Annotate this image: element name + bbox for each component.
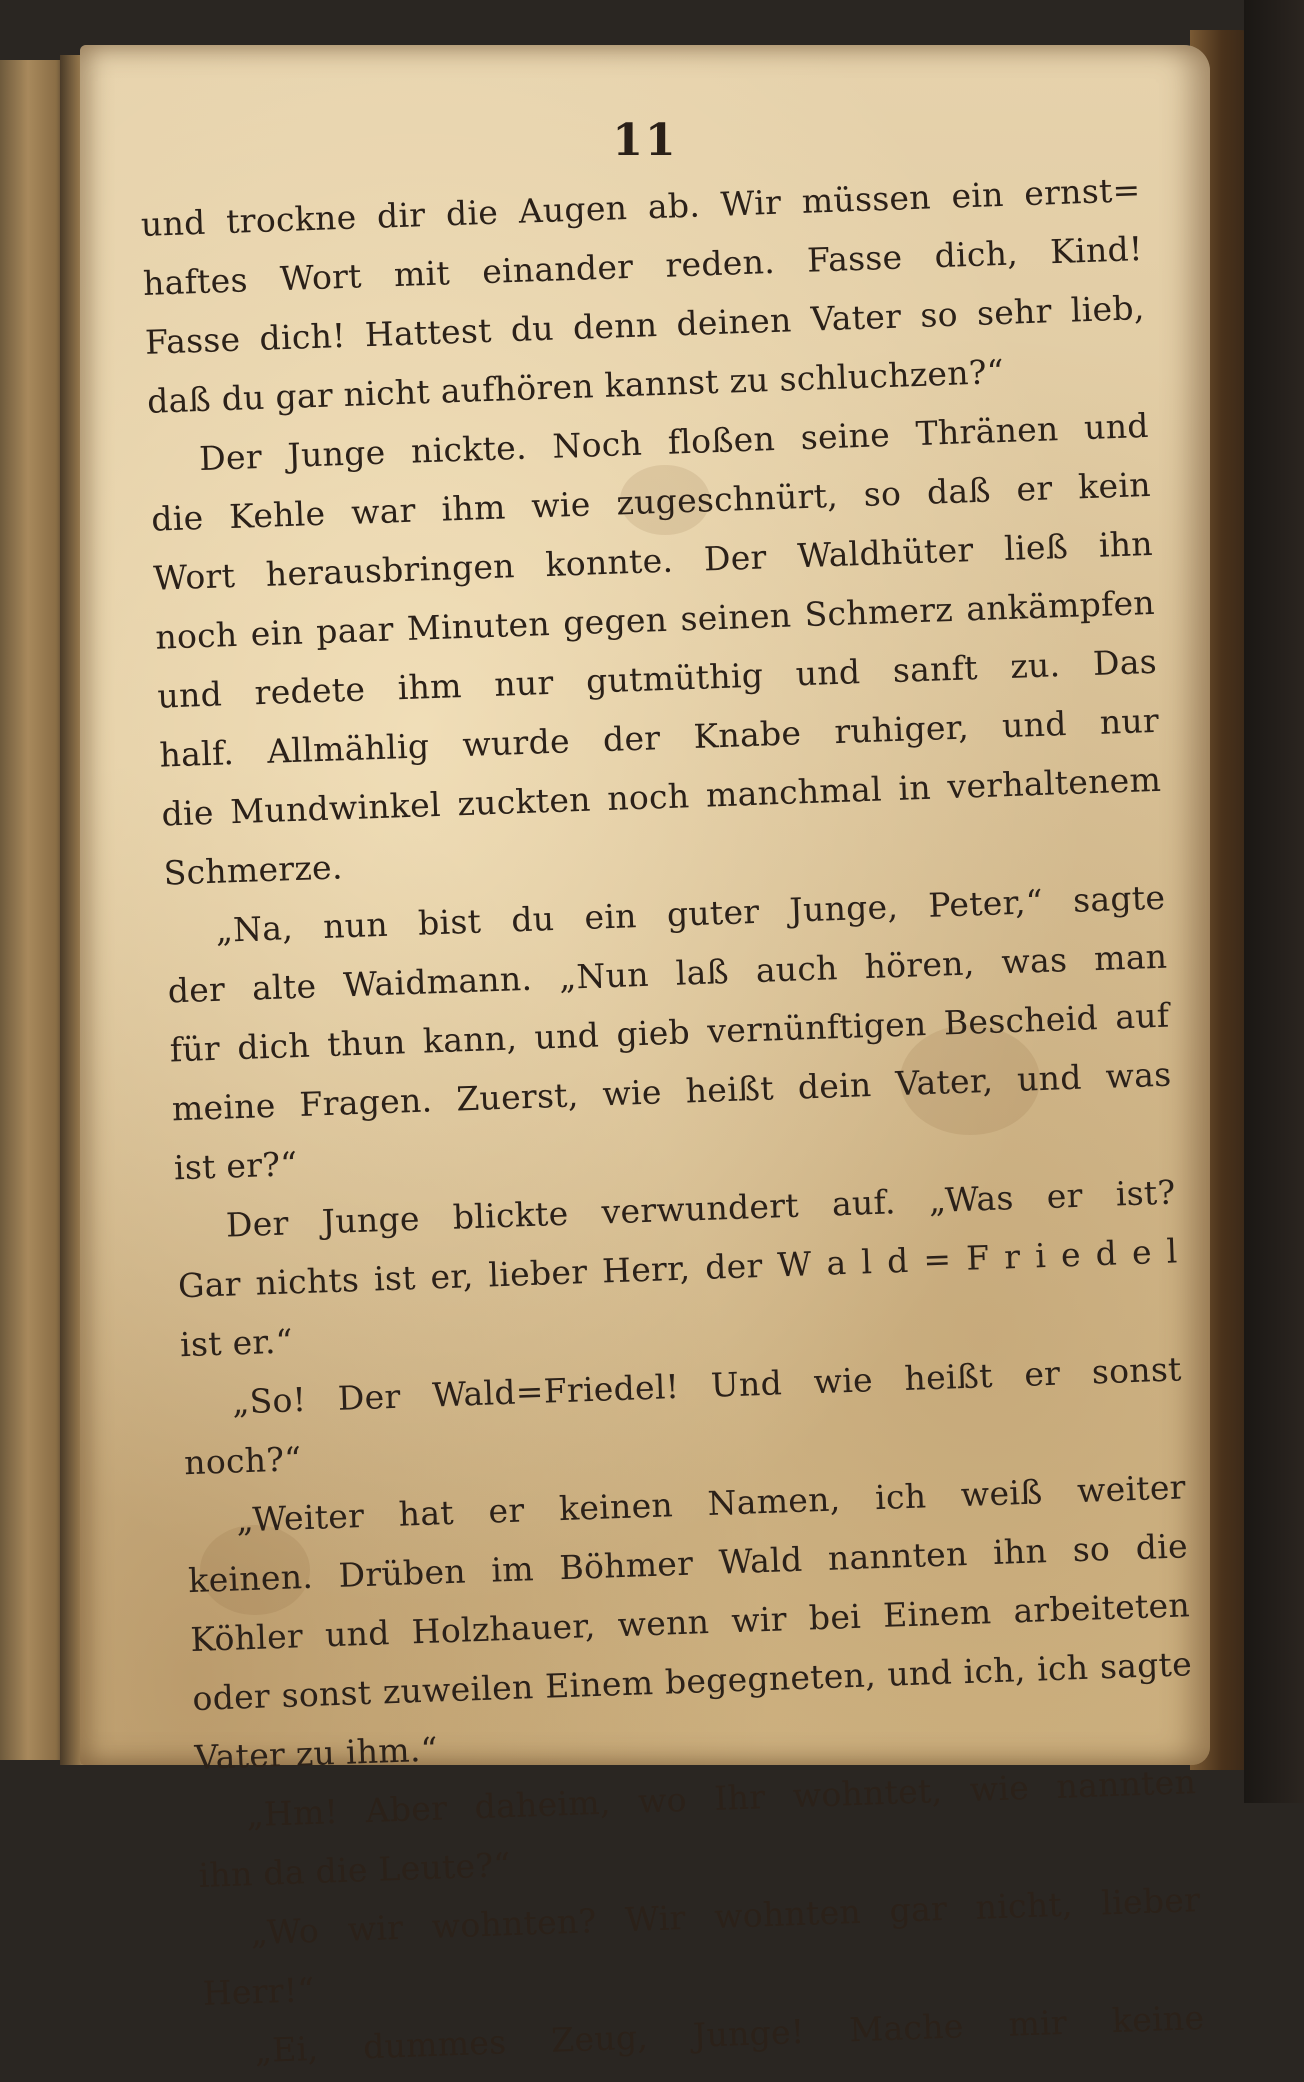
text-line: die Kehle war ihm wie zugeschnürt, so daß er kein [150, 464, 1152, 539]
text-line: „Hm! Aber daheim, wo Ihr wohntet, wie nannten [245, 1762, 1197, 1835]
text-line: für dich thun kann, und gieb vernünftigen Bescheid auf [169, 995, 1170, 1070]
text-line: daß du gar nicht aufhören kannst zu schluchzen?“ [146, 351, 1005, 421]
text-line: half. Allmählig wurde der Knabe ruhiger, und nur [158, 700, 1160, 775]
text-line: Fasse dich! Hattest du denn deinen Vater so sehr lieb, [144, 288, 1146, 362]
text-line: ist er.“ [179, 1321, 294, 1365]
text-line: „Weiter hat er keinen Namen, ich weiß weiter [235, 1467, 1187, 1540]
text-line: Wort herausbringen konnte. Der Waldhüter ließ ihn [152, 523, 1154, 598]
text-line: und trockne dir die Augen ab. Wir müssen ein ernst= [140, 170, 1142, 244]
text-line: Der Junge blickte verwundert auf. „Was er ist? [225, 1172, 1177, 1245]
text-line: Herr!“ [202, 1970, 316, 2013]
text-line: keinen. Drüben im Böhmer Wald nannten ihn so die [187, 1526, 1189, 1601]
book-cover-board [1244, 0, 1304, 1803]
text-line: „Ei, dummes Zeug, Junge! Mache mir keine [254, 1997, 1205, 2071]
text-line: meine Fragen. Zuerst, wie heißt dein Vater, und was [171, 1054, 1172, 1129]
page-number: 11 [612, 115, 678, 166]
text-line: Köhler und Holzhauer, wenn wir bei Einem arbeiteten [189, 1585, 1191, 1660]
text-line: „Na, nun bist du ein guter Junge, Peter,“ sagte [215, 877, 1166, 950]
text-line: Schmerze. [162, 847, 344, 893]
text-line: Gar nichts ist er, lieber Herr, der W a l d = F r i e d e l [177, 1231, 1179, 1306]
text-line: der alte Waidmann. „Nun laß auch hören, was man [167, 936, 1168, 1011]
text-line: die Mundwinkel zuckten noch manchmal in verhaltenem [160, 759, 1162, 834]
text-line: Der Junge nickte. Noch floßen seine Thränen und [198, 405, 1150, 479]
text-line: ihn da die Leute?“ [198, 1845, 512, 1895]
text-line: Vater zu ihm.“ [193, 1729, 439, 1778]
text-line: und redete ihm nur gutmüthig und sanft zu. Das [156, 641, 1158, 716]
text-line: noch ein paar Minuten gegen seinen Schmerz ankämpfen [154, 582, 1156, 657]
page-sheet [80, 45, 1210, 2071]
text-line: noch?“ [183, 1439, 303, 1483]
text-line: „Wo wir wohnten? Wir wohnten gar nicht, lieber [250, 1880, 1201, 1953]
body-text [140, 160, 1205, 2082]
text-line: oder sonst zuweilen Einem begegneten, und ich, ich sagte [191, 1644, 1193, 1719]
text-line: „So! Der Wald=Friedel! Und wie heißt er sonst [231, 1349, 1183, 1422]
text-line: ist er?“ [173, 1144, 299, 1188]
text-line: haftes Wort mit einander reden. Fasse dich, Kind! [142, 229, 1144, 303]
